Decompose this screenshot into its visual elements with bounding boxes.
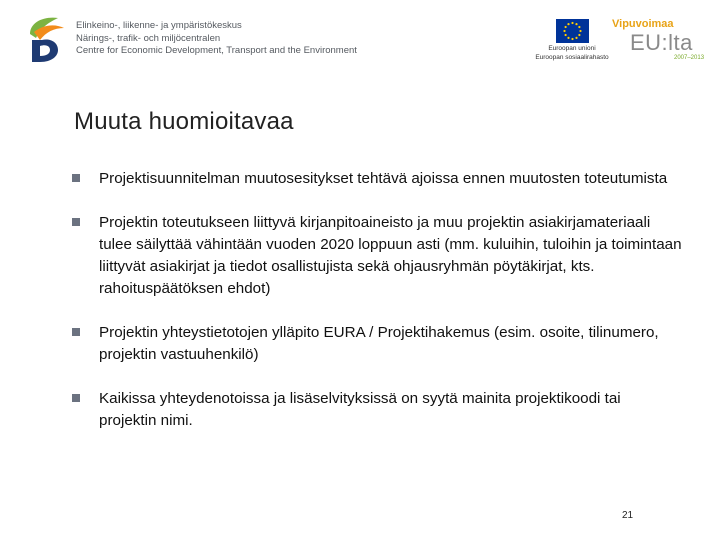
ely-name-fi: Elinkeino-, liikenne- ja ympäristökeskus	[76, 20, 242, 31]
bullet-list	[72, 168, 682, 432]
bullet-item	[72, 168, 682, 190]
bullet-text: Kaikissa yhteydenotoissa ja lisäselvityksissä on syytä mainita projektikoodi tai projektin nimi.	[99, 390, 621, 429]
ely-centre-name	[76, 20, 357, 58]
eu-caption-union: Euroopan unioni	[548, 45, 596, 52]
bullet-text: Projektisuunnitelman muutosesitykset tehtävä ajoissa ennen muutosten toteutumista	[99, 170, 668, 187]
bullet-item	[72, 322, 682, 366]
square-bullet-icon	[72, 168, 99, 182]
bullet-item	[72, 212, 682, 300]
vipuvoimaa-logo-years: 2007–2013	[674, 55, 705, 61]
ely-name-sv: Närings-, trafik- och miljöcentralen	[76, 32, 221, 44]
eu-caption-fund: Euroopan sosiaalirahasto	[535, 54, 609, 61]
eu-caption	[516, 44, 628, 62]
bullet-text: Projektin yhteystietotojen ylläpito EURA / Projektihakemus (esim. osoite, tilinumero, projektin vastuuhenkilö)	[99, 324, 659, 363]
page-number: 21	[622, 510, 634, 521]
bullet-item	[72, 388, 682, 432]
square-bullet-icon	[72, 322, 99, 336]
slide-title: Muuta huomioitavaa	[74, 108, 294, 135]
vipuvoimaa-logo-title: Vipuvoimaa	[612, 18, 674, 30]
square-bullet-icon	[72, 212, 99, 226]
vipuvoimaa-logo-eu: EU:lta	[630, 30, 693, 55]
bullet-text: Projektin toteutukseen liittyvä kirjanpitoaineisto ja muu projektin asiakirjamateriaali tulee säilyttää vähintään vuoden 2020 loppuun asti (mm. kuluihin, tuloihin ja toimintaan liittyvät asiakirjat ja tiedot osallistujista sekä ohjausryhmän pöytäkirjat, kts. rahoituspäätöksen ehdot)	[99, 214, 682, 297]
square-bullet-icon	[72, 388, 99, 402]
ely-centre-logo	[24, 14, 68, 66]
slide-header	[0, 0, 720, 80]
ely-name-en: Centre for Economic Development, Transport and the Environment	[76, 45, 357, 56]
eu-flag-icon	[556, 19, 589, 43]
